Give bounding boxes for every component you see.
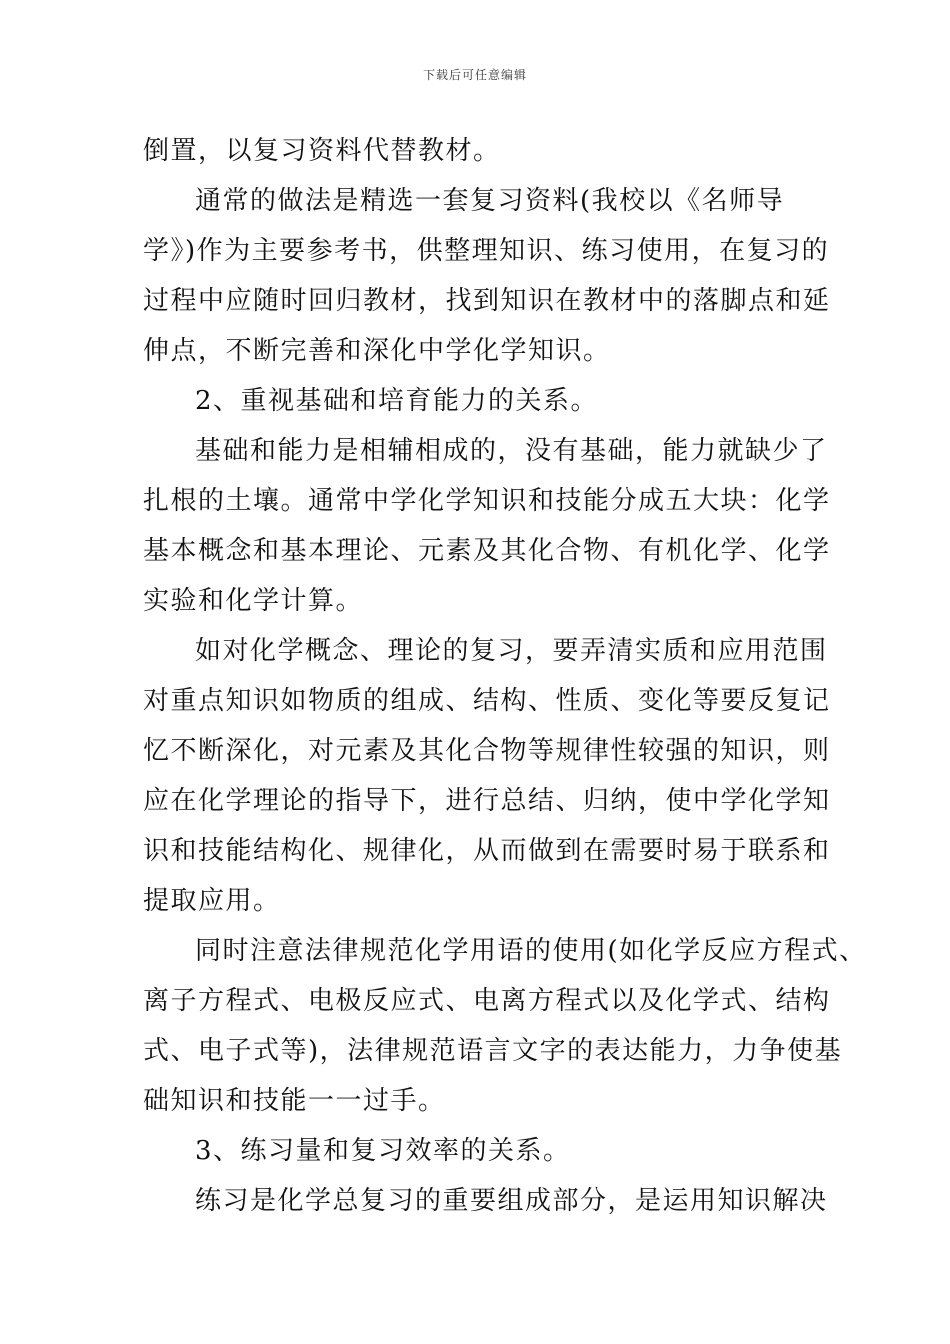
text-line: 扎根的土壤。通常中学化学知识和技能分成五大块：化学 bbox=[143, 486, 831, 516]
text-line: 过程中应随时回归教材，找到知识在教材中的落脚点和延 bbox=[143, 286, 831, 316]
text-line: 忆不断深化，对元素及其化合物等规律性较强的知识，则 bbox=[143, 736, 831, 766]
text-line: 练习是化学总复习的重要组成部分，是运用知识解决 bbox=[195, 1186, 828, 1216]
text-line: 学》)作为主要参考书，供整理知识、练习使用，在复习的 bbox=[143, 236, 830, 266]
text-line: 础知识和技能一一过手。 bbox=[143, 1086, 446, 1116]
text-line: 基本概念和基本理论、元素及其化合物、有机化学、化学 bbox=[143, 536, 831, 566]
text-line: 2、重视基础和培育能力的关系。 bbox=[195, 386, 599, 416]
document-body bbox=[143, 126, 867, 1226]
page-header: 下载后可任意编辑 bbox=[422, 68, 527, 82]
text-line: 对重点知识如物质的组成、结构、性质、变化等要反复记 bbox=[143, 686, 831, 716]
text-line: 3、练习量和复习效率的关系。 bbox=[195, 1136, 571, 1166]
text-line: 基础和能力是相辅相成的，没有基础，能力就缺少了 bbox=[195, 436, 828, 466]
text-line: 实验和化学计算。 bbox=[143, 586, 364, 616]
text-line: 应在化学理论的指导下，进行总结、归纳，使中学化学知 bbox=[143, 786, 831, 816]
text-line: 式、电子式等)，法律规范语言文字的表达能力，力争使基 bbox=[143, 1036, 843, 1066]
text-line: 离子方程式、电极反应式、电离方程式以及化学式、结构 bbox=[143, 986, 831, 1016]
text-line: 识和技能结构化、规律化，从而做到在需要时易于联系和 bbox=[143, 836, 831, 866]
text-line: 倒置，以复习资料代替教材。 bbox=[143, 136, 501, 166]
text-line: 提取应用。 bbox=[143, 886, 281, 916]
text-line: 通常的做法是精选一套复习资料(我校以《名师导 bbox=[195, 186, 785, 216]
text-line: 同时注意法律规范化学用语的使用(如化学反应方程式、 bbox=[195, 936, 867, 966]
text-line: 如对化学概念、理论的复习，要弄清实质和应用范围 bbox=[195, 636, 828, 666]
text-line: 伸点，不断完善和深化中学化学知识。 bbox=[143, 336, 611, 366]
